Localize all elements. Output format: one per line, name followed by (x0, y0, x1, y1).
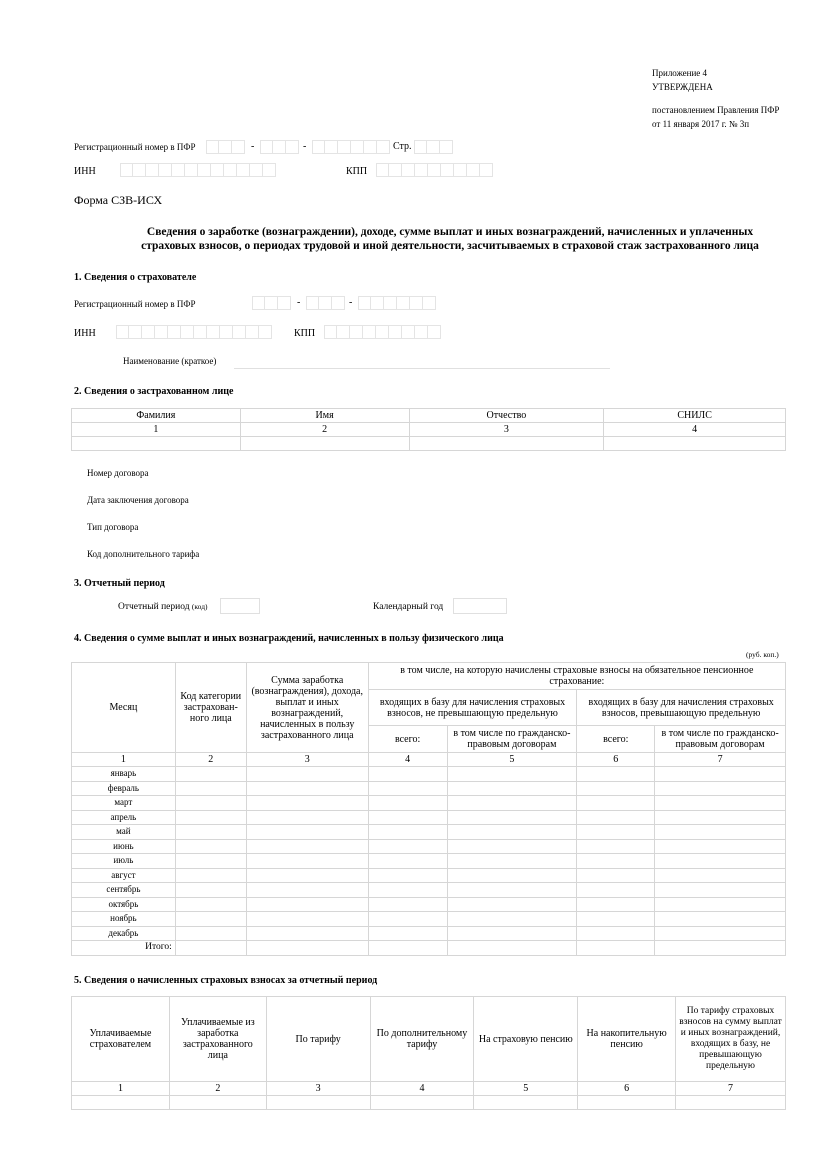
section4-title: 4. Сведения о сумме выплат и иных вознаграждений, начисленных в пользу физического лица (74, 633, 504, 644)
table-row (72, 897, 786, 912)
surname-cell[interactable] (72, 437, 241, 451)
month-cell: сентябрь (72, 883, 176, 898)
col-number: 4 (370, 1082, 474, 1096)
col-surname: Фамилия (72, 409, 241, 423)
top-reg-label: Регистрационный номер в ПФР (74, 142, 196, 152)
col-number: 3 (266, 1082, 370, 1096)
h-over-limit: входящих в базу для начисления страховых взносов, превышающую предельную (577, 690, 786, 726)
col-number: 4 (368, 753, 447, 767)
month-cell: май (72, 825, 176, 840)
top-reg-cells-3[interactable] (312, 140, 390, 154)
section1-name-field[interactable] (234, 356, 610, 369)
month-cell: февраль (72, 781, 176, 796)
h-including: в том числе, на которую начислены страховые взносы на обязательное пенсионное страхование: (368, 663, 785, 690)
table-row (72, 854, 786, 869)
contributions-table (71, 996, 786, 1110)
currency-unit: (руб. коп.) (746, 650, 779, 659)
table-row (72, 796, 786, 811)
col-number: 3 (409, 423, 604, 437)
top-kpp-label: КПП (346, 166, 368, 177)
month-cell: апрель (72, 810, 176, 825)
section2-title: 2. Сведения о застрахованном лице (74, 386, 234, 397)
name-cell[interactable] (240, 437, 409, 451)
section1-inn-cells[interactable] (116, 325, 272, 339)
section1-kpp-label: КПП (294, 328, 316, 339)
col-number: 1 (72, 1082, 170, 1096)
table-row (72, 810, 786, 825)
page-label: Стр. (393, 141, 412, 152)
col-number: 6 (578, 1082, 676, 1096)
section1-reg-dash-2: - (349, 297, 353, 308)
total-label: Итого: (72, 941, 176, 956)
top-inn-cells[interactable] (120, 163, 276, 177)
form-title: Форма СЗВ-ИСХ (74, 193, 163, 207)
insured-person-table (71, 408, 786, 451)
calendar-year-label: Календарный год (373, 602, 444, 612)
main-title (74, 225, 826, 253)
tariff-code-label: Код дополнительного тарифа (87, 549, 200, 559)
top-reg-cells-1[interactable] (206, 140, 245, 154)
table-row (72, 1096, 786, 1110)
col-number: 4 (604, 423, 786, 437)
month-cell: июнь (72, 839, 176, 854)
month-cell: июль (72, 854, 176, 869)
calendar-year-input[interactable] (453, 598, 507, 614)
contract-date-label: Дата заключения договора (87, 495, 189, 505)
page-cells[interactable] (414, 140, 453, 154)
top-kpp-cells[interactable] (376, 163, 493, 177)
resolution-date: от 11 января 2017 г. № 3п (652, 119, 750, 129)
top-inn-label: ИНН (74, 166, 96, 177)
snils-cell[interactable] (604, 437, 786, 451)
h-insurance-pension: На страховую пенсию (474, 997, 578, 1082)
approved-label: УТВЕРЖДЕНА (652, 82, 713, 92)
h-tariff-within-base: По тарифу страховых взносов на сумму выплат и иных вознаграждений, входящих в базу, не превышающую предельную (676, 997, 786, 1082)
main-title-line-2: страховых взносов, о периодах трудовой и иной деятельности, засчитываемых в страховой стаж застрахованного лица (141, 240, 759, 252)
col-number: 2 (240, 423, 409, 437)
contract-number-label: Номер договора (87, 468, 149, 478)
table-row (72, 781, 786, 796)
table-row (72, 912, 786, 927)
section1-reg-cells-2[interactable] (306, 296, 345, 310)
resolution-label: постановлением Правления ПФР (652, 105, 780, 115)
h-paid-insured: Уплачиваемые из заработка застрахованного лица (169, 997, 266, 1082)
section1-kpp-cells[interactable] (324, 325, 441, 339)
report-period-code: (код) (191, 602, 208, 611)
month-cell: январь (72, 767, 176, 782)
h-civil-1: в том числе по гражданско-правовым договорам (447, 726, 577, 753)
section1-name-label: Наименование (краткое) (123, 356, 217, 366)
month-cell: октябрь (72, 897, 176, 912)
col-number: 7 (655, 753, 786, 767)
top-reg-dash-1: - (251, 141, 255, 152)
section1-reg-label: Регистрационный номер в ПФР (74, 299, 196, 309)
col-number: 1 (72, 423, 241, 437)
report-period-input[interactable] (220, 598, 260, 614)
table-row (72, 868, 786, 883)
h-total-1: всего: (368, 726, 447, 753)
table-row (72, 926, 786, 941)
h-total-2: всего: (577, 726, 655, 753)
h-sum: Сумма заработка (вознаграждения), дохода, выплат и иных вознаграждений, начисленных в пользу застрахованного лица (246, 663, 368, 753)
col-number: 3 (246, 753, 368, 767)
col-number: 1 (72, 753, 176, 767)
col-snils: СНИЛС (604, 409, 786, 423)
h-additional-tariff: По дополнительному тарифу (370, 997, 474, 1082)
h-category: Код категории застрахован-ного лица (175, 663, 246, 753)
appendix-label: Приложение 4 (652, 68, 708, 78)
h-within-limit: входящих в базу для начисления страховых взносов, не превышающую предельную (368, 690, 577, 726)
month-cell: август (72, 868, 176, 883)
payments-table (71, 662, 786, 956)
patronymic-cell[interactable] (409, 437, 604, 451)
section5-title: 5. Сведения о начисленных страховых взносах за отчетный период (74, 975, 378, 986)
section1-reg-dash-1: - (297, 297, 301, 308)
month-cell: декабрь (72, 926, 176, 941)
top-reg-dash-2: - (303, 141, 307, 152)
table-row (72, 883, 786, 898)
table-row (72, 825, 786, 840)
main-title-line-1: Сведения о заработке (вознаграждении), доходе, сумме выплат и иных вознаграждений, начисленных и уплаченных (146, 226, 754, 238)
report-period-text: Отчетный период (118, 602, 190, 612)
col-number: 7 (676, 1082, 786, 1096)
contract-type-label: Тип договора (87, 522, 139, 532)
col-number: 5 (447, 753, 577, 767)
section3-title: 3. Отчетный период (74, 578, 165, 589)
h-by-tariff: По тарифу (266, 997, 370, 1082)
col-number: 6 (577, 753, 655, 767)
col-number: 2 (175, 753, 246, 767)
col-number: 5 (474, 1082, 578, 1096)
section1-reg-cells-1[interactable] (252, 296, 291, 310)
h-month: Месяц (72, 663, 176, 753)
total-row (72, 941, 786, 956)
col-name: Имя (240, 409, 409, 423)
month-cell: март (72, 796, 176, 811)
section1-inn-label: ИНН (74, 328, 96, 339)
section1-reg-cells-3[interactable] (358, 296, 436, 310)
h-paid-insurer: Уплачиваемые страхователем (72, 997, 170, 1082)
h-civil-2: в том числе по гражданско-правовым договорам (655, 726, 786, 753)
table-row (72, 839, 786, 854)
table-row (72, 767, 786, 782)
month-cell: ноябрь (72, 912, 176, 927)
col-patronymic: Отчество (409, 409, 604, 423)
report-period-label (118, 602, 208, 612)
h-funded-pension: На накопительную пенсию (578, 997, 676, 1082)
section1-title: 1. Сведения о страхователе (74, 272, 197, 283)
top-reg-cells-2[interactable] (260, 140, 299, 154)
col-number: 2 (169, 1082, 266, 1096)
